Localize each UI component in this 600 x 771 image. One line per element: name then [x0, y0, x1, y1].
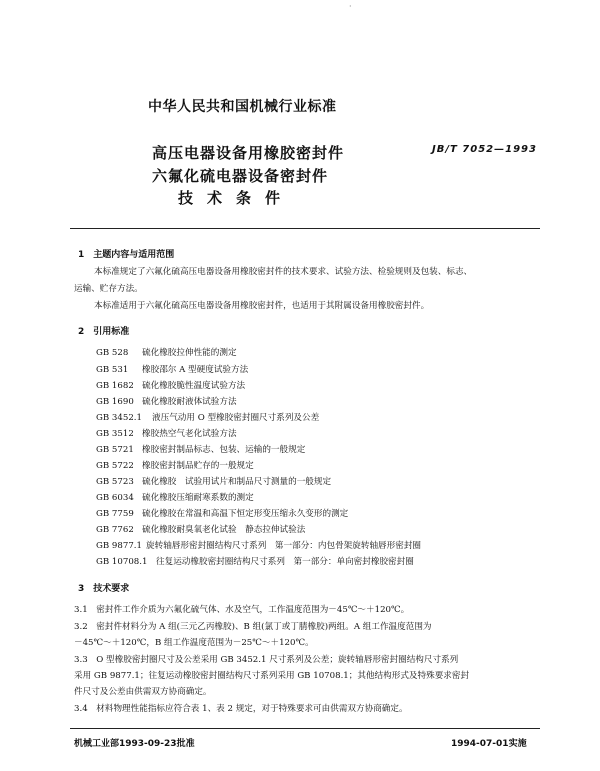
reference-item [96, 475, 331, 487]
reference-code: GB 5721 [96, 445, 134, 455]
section3-item-3-3-line3: 件尺寸及公差由供需双方协商确定。 [74, 687, 212, 697]
reference-code: GB 7759 [96, 509, 134, 519]
reference-name: 硫化橡胶耐臭氧老化试验 静态拉伸试验法 [142, 525, 306, 535]
footer-divider [70, 728, 540, 729]
standard-number: JB/T 7052—1993 [432, 144, 537, 155]
reference-item [96, 379, 245, 391]
reference-item [96, 507, 348, 519]
reference-code: GB 3512 [96, 429, 134, 439]
reference-name: 硫化橡胶 试验用试片和制品尺寸测量的一般规定 [142, 477, 332, 487]
reference-item [96, 395, 237, 407]
document-title-line1: 高压电器设备用橡胶密封件 [152, 144, 345, 162]
reference-code: GB 10708.1 [96, 557, 148, 567]
reference-name: 硫化橡胶脆性温度试验方法 [142, 381, 246, 391]
section3-heading: 3 技术要求 [78, 584, 130, 594]
reference-name: 硫化橡胶压缩耐寒系数的测定 [142, 493, 254, 503]
reference-name: 硫化橡胶在常温和高温下恒定形变压缩永久变形的测定 [142, 509, 349, 519]
reference-name: 硫化橡胶耐液体试验方法 [142, 397, 237, 407]
reference-item [96, 459, 254, 471]
section3-item-3-1: 3.1 密封件工作介质为六氟化硫气体、水及空气，工作温度范围为－45℃～＋120℃。 [74, 605, 410, 615]
approval-date: 机械工业部1993-09-23批准 [74, 739, 195, 749]
section3-item-3-2-line2: －45℃～＋120℃，B 组工作温度范围为－25℃～＋120℃。 [74, 638, 314, 648]
reference-item [96, 555, 414, 567]
reference-code: GB 5723 [96, 477, 134, 487]
section1-para1-line1: 本标准规定了六氟化硫高压电器设备用橡胶密封件的技术要求、试验方法、检验规则及包装、标志、 [94, 267, 473, 277]
document-title-line2: 六氟化硫电器设备密封件 [152, 167, 329, 185]
reference-code: GB 5722 [96, 461, 134, 471]
reference-name: 橡胶密封制品标志、包装、运输的一般规定 [142, 445, 306, 455]
reference-name: 液压气动用 O 型橡胶密封圈尺寸系列及公差 [152, 413, 320, 423]
reference-item [96, 443, 305, 455]
reference-item [96, 539, 421, 551]
reference-item [96, 523, 305, 535]
section3-item-3-2-line1: 3.2 密封件材料分为 A 组(三元乙丙橡胶)、B 组(氯丁或丁腈橡胶)两组。A 组工作温度范围为 [74, 622, 432, 632]
reference-item [96, 363, 248, 375]
top-mark: · [349, 2, 352, 11]
section1-heading: 1 主题内容与适用范围 [78, 250, 175, 260]
header-divider [70, 228, 540, 229]
reference-code: GB 6034 [96, 493, 134, 503]
reference-code: GB 3452.1 [96, 413, 142, 423]
reference-name: 旋转轴唇形密封圈结构尺寸系列 第一部分：内包骨架旋转轴唇形密封圈 [146, 541, 422, 551]
reference-code: GB 531 [96, 365, 129, 375]
section3-item-3-4: 3.4 材料物理性能指标应符合表 1、表 2 规定，对于特殊要求可由供需双方协商确定。 [74, 704, 408, 714]
reference-code: GB 9877.1 [96, 541, 142, 551]
reference-item [96, 411, 319, 423]
organization-title: 中华人民共和国机械行业标准 [148, 99, 337, 115]
reference-item [96, 491, 254, 503]
reference-item [96, 346, 237, 358]
section1-para2: 本标准适用于六氟化硫高压电器设备用橡胶密封件，也适用于其附属设备用橡胶密封件。 [94, 301, 430, 311]
implementation-date: 1994-07-01实施 [451, 739, 527, 749]
reference-name: 橡胶热空气老化试验方法 [142, 429, 237, 439]
section3-item-3-3-line2: 采用 GB 9877.1；往复运动橡胶密封圈结构尺寸系列采用 GB 10708.1；其他结构形式及特殊要求密封 [74, 671, 470, 681]
section3-item-3-3-line1: 3.3 O 型橡胶密封圈尺寸及公差采用 GB 3452.1 尺寸系列及公差；旋转轴唇形密封圈结构尺寸系列 [74, 655, 459, 665]
section1-para1-line2: 运输、贮存方法。 [74, 284, 143, 294]
reference-name: 橡胶密封制品贮存的一般规定 [142, 461, 254, 471]
reference-item [96, 427, 237, 439]
reference-code: GB 1690 [96, 397, 134, 407]
reference-code: GB 1682 [96, 381, 134, 391]
reference-name: 往复运动橡胶密封圈结构尺寸系列 第一部分：单向密封橡胶密封圈 [156, 557, 414, 567]
reference-code: GB 528 [96, 348, 129, 358]
reference-code: GB 7762 [96, 525, 134, 535]
reference-name: 橡胶邵尔 A 型硬度试验方法 [142, 365, 249, 375]
document-title-line3: 技术条件 [178, 189, 295, 207]
reference-name: 硫化橡胶拉伸性能的测定 [142, 348, 237, 358]
section2-heading: 2 引用标准 [78, 327, 130, 337]
